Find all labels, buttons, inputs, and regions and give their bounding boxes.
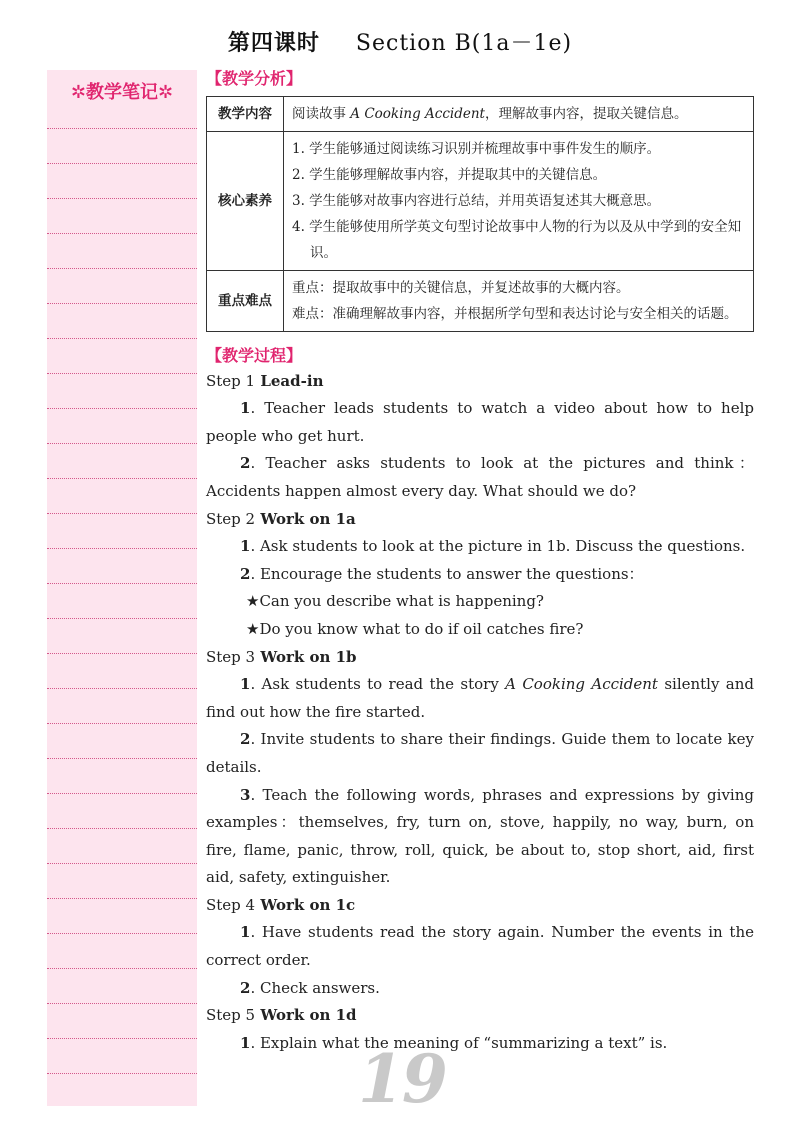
note-line bbox=[47, 443, 197, 444]
step-item bbox=[206, 919, 754, 974]
item-number: 2 bbox=[240, 978, 251, 997]
note-line bbox=[47, 1003, 197, 1004]
note-line bbox=[47, 513, 197, 514]
teaching-notes-sidebar bbox=[47, 70, 197, 1106]
item-text: . Check answers. bbox=[250, 978, 380, 997]
note-line bbox=[47, 863, 197, 864]
table-row bbox=[207, 271, 754, 332]
step-item bbox=[206, 975, 754, 1003]
step-item bbox=[206, 395, 754, 450]
lesson-title bbox=[0, 26, 800, 57]
note-line bbox=[47, 653, 197, 654]
content-line: 4. 学生能够使用所学英文句型讨论故事中人物的行为以及从中学到的安全知识。 bbox=[292, 219, 742, 261]
step-number: Step 5 bbox=[206, 1006, 256, 1025]
content-line bbox=[292, 101, 745, 127]
item-text: . Invite students to share their findings. Guide them to locate key details. bbox=[206, 730, 754, 776]
note-line bbox=[47, 373, 197, 374]
content-line: 重点：提取故事中的关键信息，并复述故事的大概内容。 bbox=[292, 280, 630, 296]
step-number: Step 1 bbox=[206, 371, 256, 390]
content-line: 3. 学生能够对故事内容进行总结，并用英语复述其大概意思。 bbox=[292, 193, 661, 209]
item-text: . Have students read the story again. Number the events in the correct order. bbox=[206, 923, 754, 970]
notes-ruled-lines bbox=[47, 128, 197, 1098]
note-line bbox=[47, 478, 197, 479]
item-number: 2 bbox=[240, 564, 251, 583]
step-number: Step 3 bbox=[206, 647, 256, 666]
item-text: . Explain what the meaning of “summarizing a text” is. bbox=[250, 1033, 668, 1052]
item-text: silently and find out how the fire started. bbox=[206, 675, 755, 721]
text-span: ，理解故事内容，提取关键信息。 bbox=[485, 106, 688, 122]
content-line: 2. 学生能够理解故事内容，并提取其中的关键信息。 bbox=[292, 167, 607, 183]
lesson-title-cn: 第四课时 bbox=[227, 30, 320, 56]
step-heading bbox=[206, 506, 754, 534]
step-name: Lead-in bbox=[260, 371, 324, 390]
item-number: 1 bbox=[240, 923, 251, 942]
step-name: Work on 1c bbox=[260, 895, 356, 914]
note-line bbox=[47, 1073, 197, 1074]
content-line: 1. 学生能够通过阅读练习识别并梳理故事中事件发生的顺序。 bbox=[292, 141, 661, 157]
row-content bbox=[284, 132, 754, 271]
story-title: A Cooking Accident bbox=[505, 675, 658, 694]
note-line bbox=[47, 233, 197, 234]
item-number: 1 bbox=[240, 399, 251, 418]
text-span: 阅读故事 bbox=[292, 106, 351, 122]
analysis-heading: 【教学分析】 bbox=[206, 69, 303, 88]
item-number: 3 bbox=[240, 785, 251, 804]
row-label: 核心素养 bbox=[207, 132, 284, 271]
lesson-title-en: Section B(1a－1e) bbox=[355, 31, 573, 56]
note-line bbox=[47, 338, 197, 339]
note-line bbox=[47, 793, 197, 794]
row-label: 教学内容 bbox=[207, 97, 284, 132]
note-line bbox=[47, 723, 197, 724]
story-title: A Cooking Accident bbox=[350, 106, 485, 122]
note-line bbox=[47, 268, 197, 269]
teaching-process bbox=[206, 342, 754, 1057]
table-row bbox=[207, 132, 754, 271]
step-name: Work on 1d bbox=[260, 1006, 357, 1025]
note-line bbox=[47, 128, 197, 129]
note-line bbox=[47, 758, 197, 759]
note-line bbox=[47, 968, 197, 969]
table-row bbox=[207, 97, 754, 132]
step-heading bbox=[206, 1002, 754, 1030]
question-item: ★Do you know what to do if oil catches fire? bbox=[246, 619, 584, 638]
step-item bbox=[206, 726, 754, 781]
step-heading bbox=[206, 368, 754, 396]
step-heading bbox=[206, 644, 754, 672]
step-number: Step 2 bbox=[206, 509, 256, 528]
note-line bbox=[47, 688, 197, 689]
item-text: . Teach the following words, phrases and expressions by giving examples：themselves, fry, turn on, stove, happily, no way, burn, on fire, flame, panic, throw, roll, quick, be about to, stop short, aid, first aid, safety, extinguisher. bbox=[206, 785, 754, 887]
note-line bbox=[47, 828, 197, 829]
item-text: . Ask students to look at the picture in 1b. Discuss the questions. bbox=[250, 537, 746, 556]
item-text: . Teacher asks students to look at the pictures and think：Accidents happen almost every day. What should we do? bbox=[206, 454, 754, 500]
main-content bbox=[206, 66, 754, 1057]
item-number: 2 bbox=[240, 454, 251, 473]
step-name: Work on 1b bbox=[260, 647, 357, 666]
note-line bbox=[47, 898, 197, 899]
row-label: 重点难点 bbox=[207, 271, 284, 332]
item-number: 1 bbox=[240, 537, 251, 556]
step-item bbox=[206, 450, 754, 505]
note-line bbox=[47, 548, 197, 549]
note-line bbox=[47, 933, 197, 934]
note-line bbox=[47, 408, 197, 409]
step-item bbox=[206, 533, 754, 561]
row-content bbox=[284, 97, 754, 132]
step-item bbox=[206, 782, 754, 892]
item-number: 2 bbox=[240, 730, 251, 749]
step-item bbox=[206, 1030, 754, 1058]
step-number: Step 4 bbox=[206, 895, 256, 914]
page-number: 19 bbox=[358, 1040, 446, 1118]
item-number: 1 bbox=[240, 1033, 251, 1052]
notes-heading: ✲教学笔记✲ bbox=[70, 82, 174, 103]
note-line bbox=[47, 1038, 197, 1039]
step-name: Work on 1a bbox=[260, 509, 356, 528]
analysis-table bbox=[206, 96, 754, 332]
item-text: . Teacher leads students to watch a video about how to help people who get hurt. bbox=[206, 399, 754, 445]
question-item: ★Can you describe what is happening? bbox=[246, 592, 544, 611]
note-line bbox=[47, 618, 197, 619]
note-line bbox=[47, 583, 197, 584]
item-number: 1 bbox=[240, 675, 251, 694]
process-heading: 【教学过程】 bbox=[206, 346, 303, 365]
content-line: 难点：准确理解故事内容，并根据所学句型和表达讨论与安全相关的话题。 bbox=[292, 306, 738, 322]
step-heading bbox=[206, 892, 754, 920]
row-content bbox=[284, 271, 754, 332]
item-text: . Ask students to read the story bbox=[250, 675, 506, 694]
note-line bbox=[47, 303, 197, 304]
note-line bbox=[47, 163, 197, 164]
note-line bbox=[47, 198, 197, 199]
item-text: . Encourage the students to answer the questions： bbox=[250, 564, 644, 583]
step-item bbox=[206, 671, 754, 726]
step-item bbox=[206, 561, 754, 589]
